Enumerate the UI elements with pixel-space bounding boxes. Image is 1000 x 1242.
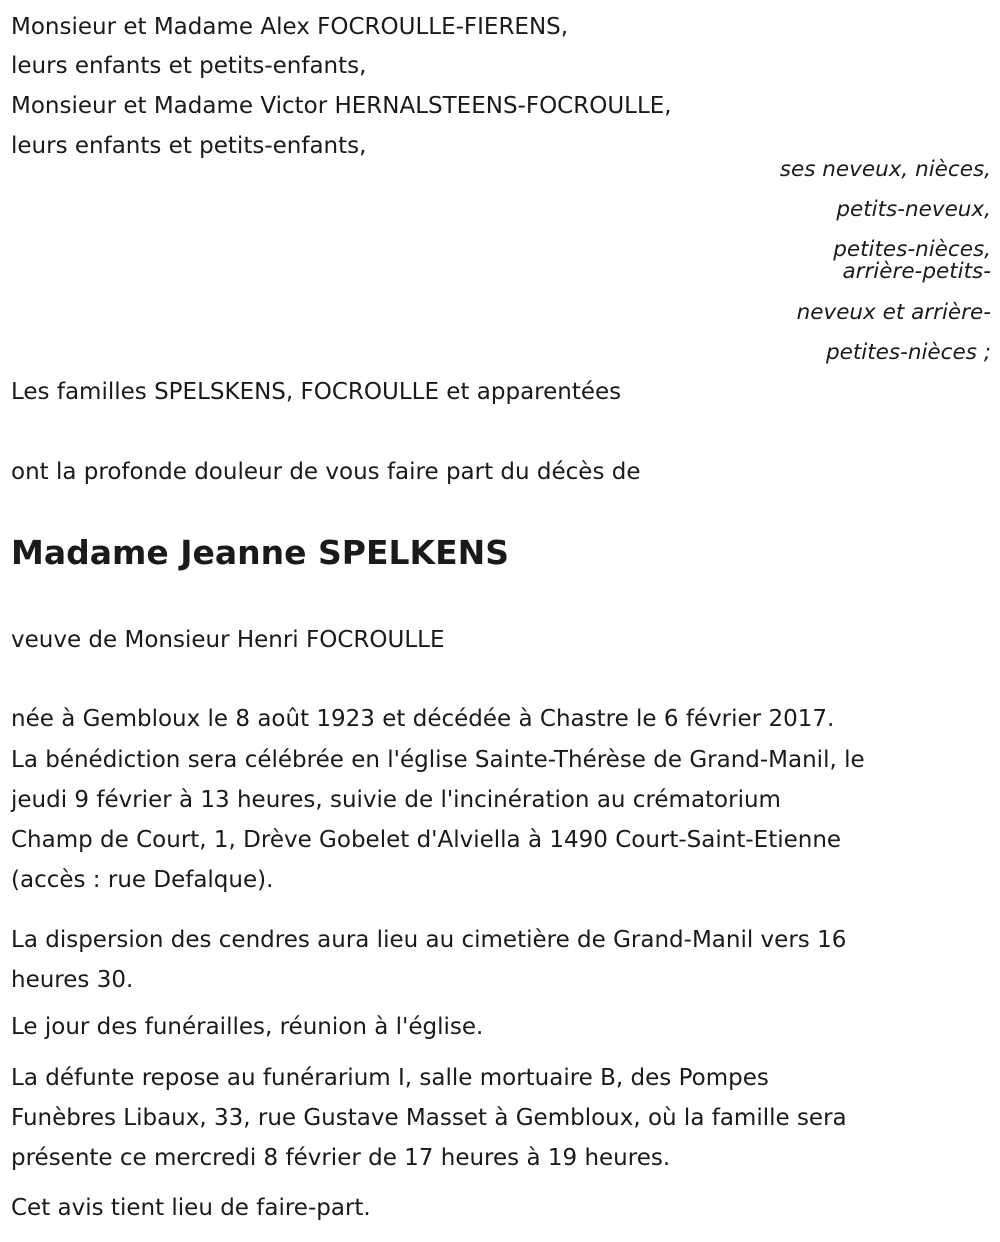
- deceased-name: Madame Jeanne SPELKENS: [11, 533, 510, 572]
- rest-line: Funèbres Libaux, 33, rue Gustave Masset à Gembloux, où la famille sera: [11, 1105, 847, 1131]
- nephews-line: neveux et arrière-: [796, 300, 991, 325]
- ceremony-line: (accès : rue Defalque).: [11, 867, 274, 893]
- rest-line: présente ce mercredi 8 février de 17 heures à 19 heures.: [11, 1145, 671, 1171]
- ceremony-line: Champ de Court, 1, Drève Gobelet d'Alviella à 1490 Court-Saint-Etienne: [11, 827, 842, 853]
- ashes-line: heures 30.: [11, 967, 134, 993]
- closing: Cet avis tient lieu de faire-part.: [11, 1195, 371, 1221]
- ceremony-line: jeudi 9 février à 13 heures, suivie de l'incinération au crématorium: [11, 787, 781, 813]
- ashes-line: La dispersion des cendres aura lieu au cimetière de Grand-Manil vers 16: [11, 927, 847, 953]
- widow-of: veuve de Monsieur Henri FOCROULLE: [11, 627, 445, 653]
- ceremony-line: La bénédiction sera célébrée en l'église Sainte-Thérèse de Grand-Manil, le: [11, 747, 865, 773]
- families-line: Les familles SPELSKENS, FOCROULLE et apparentées: [11, 379, 622, 405]
- birth-death: née à Gembloux le 8 août 1923 et décédée à Chastre le 6 février 2017.: [11, 706, 835, 732]
- nephews-line: petites-nièces ;: [825, 340, 991, 365]
- nephews-line: ses neveux, nièces,: [779, 157, 991, 182]
- nephews-line: petits-neveux,: [836, 197, 991, 222]
- funeral-day: Le jour des funérailles, réunion à l'église.: [11, 1014, 484, 1040]
- family-line: Monsieur et Madame Victor HERNALSTEENS-FOCROULLE,: [11, 93, 672, 119]
- family-line: leurs enfants et petits-enfants,: [11, 53, 367, 79]
- nephews-line: petites-nièces,: [833, 237, 991, 262]
- nephews-line: arrière-petits-: [842, 259, 991, 284]
- family-line: Monsieur et Madame Alex FOCROULLE-FIERENS,: [11, 14, 569, 40]
- family-line: leurs enfants et petits-enfants,: [11, 133, 367, 159]
- announcement: ont la profonde douleur de vous faire part du décès de: [11, 459, 641, 485]
- rest-line: La défunte repose au funérarium I, salle mortuaire B, des Pompes: [11, 1065, 769, 1091]
